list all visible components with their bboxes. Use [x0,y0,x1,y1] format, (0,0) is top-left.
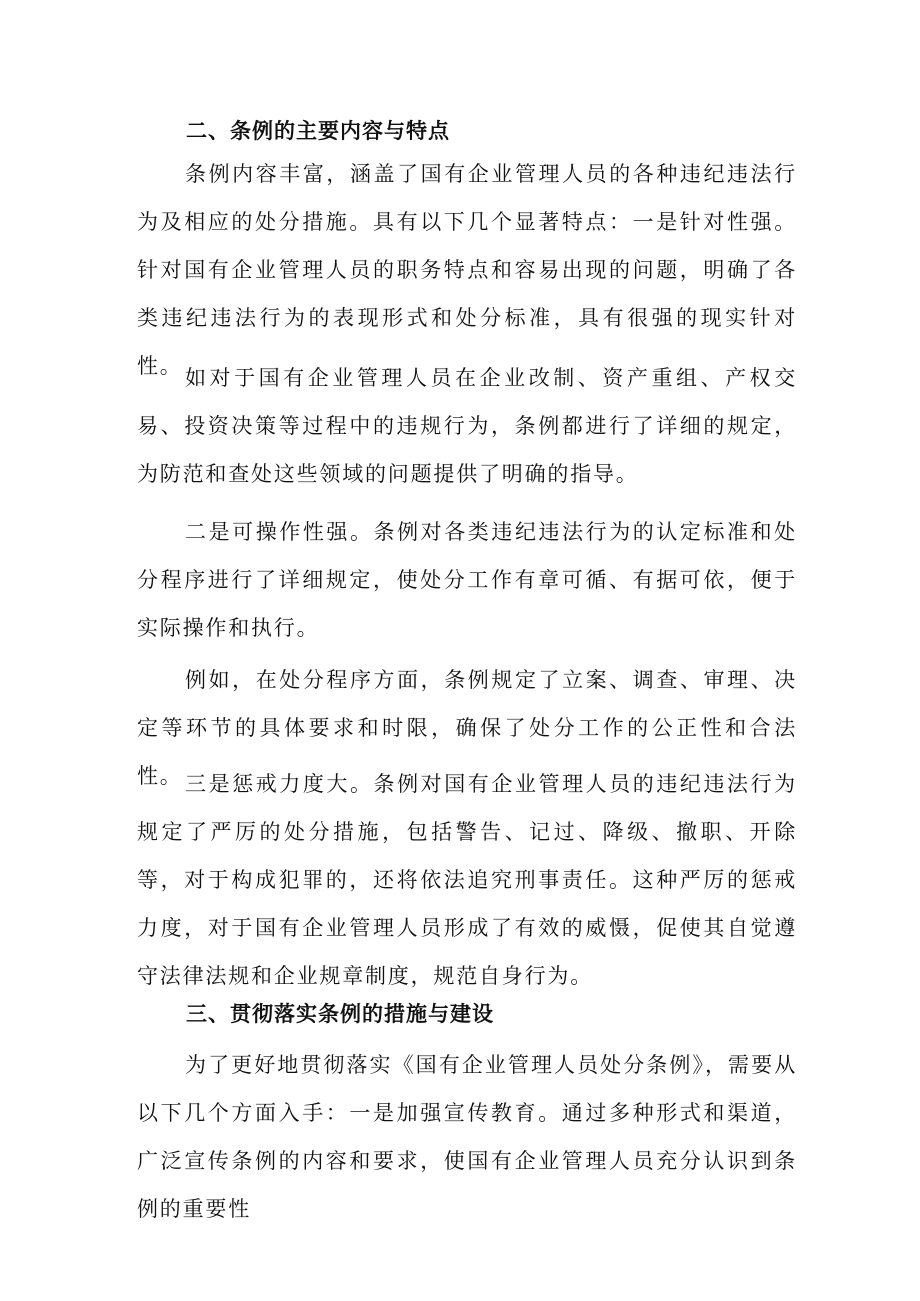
section-heading-2: 二、条例的主要内容与特点 [186,118,450,143]
paragraph-implementation: 为了更好地贯彻落实《国有企业管理人员处分条例》，需要从以下几个方面入手：一是加强宣传教育。通过多种形式和渠道，广泛宣传条例的内容和要求，使国有企业管理人员充分认识到条例的重要性 [137,1053,797,1221]
paragraph-contents-overview: 条例内容丰富，涵盖了国有企业管理人员的各种违纪违法行为及相应的处分措施。具有以下几个显著特点：一是针对性强。针对国有企业管理人员的职务特点和容易出现的问题，明确了各类违纪违法行为的表现形式和处分标准，具有很强的现实针对性。 [137,162,797,378]
paragraph-example-restructuring: 如对于国有企业管理人员在企业改制、资产重组、产权交易、投资决策等过程中的违规行为，条例都进行了详细的规定，为防范和查处这些领域的问题提供了明确的指导。 [137,366,797,486]
paragraph-punishment: 三是惩戒力度大。条例对国有企业管理人员的违纪违法行为规定了严厉的处分措施，包括警告、记过、降级、撤职、开除等，对于构成犯罪的，还将依法追究刑事责任。这种严厉的惩戒力度，对于国有企业管理人员形成了有效的威慑，促使其自觉遵守法律法规和企业规章制度，规范自身行为。 [137,772,797,988]
section-heading-3: 三、贯彻落实条例的措施与建设 [186,1001,494,1026]
paragraph-example-procedure: 例如，在处分程序方面，条例规定了立案、调查、审理、决定等环节的具体要求和时限，确保了处分工作的公正性和合法性。 [137,668,797,788]
paragraph-operability: 二是可操作性强。条例对各类违纪违法行为的认定标准和处分程序进行了详细规定，使处分工作有章可循、有据可依，便于实际操作和执行。 [137,520,797,640]
